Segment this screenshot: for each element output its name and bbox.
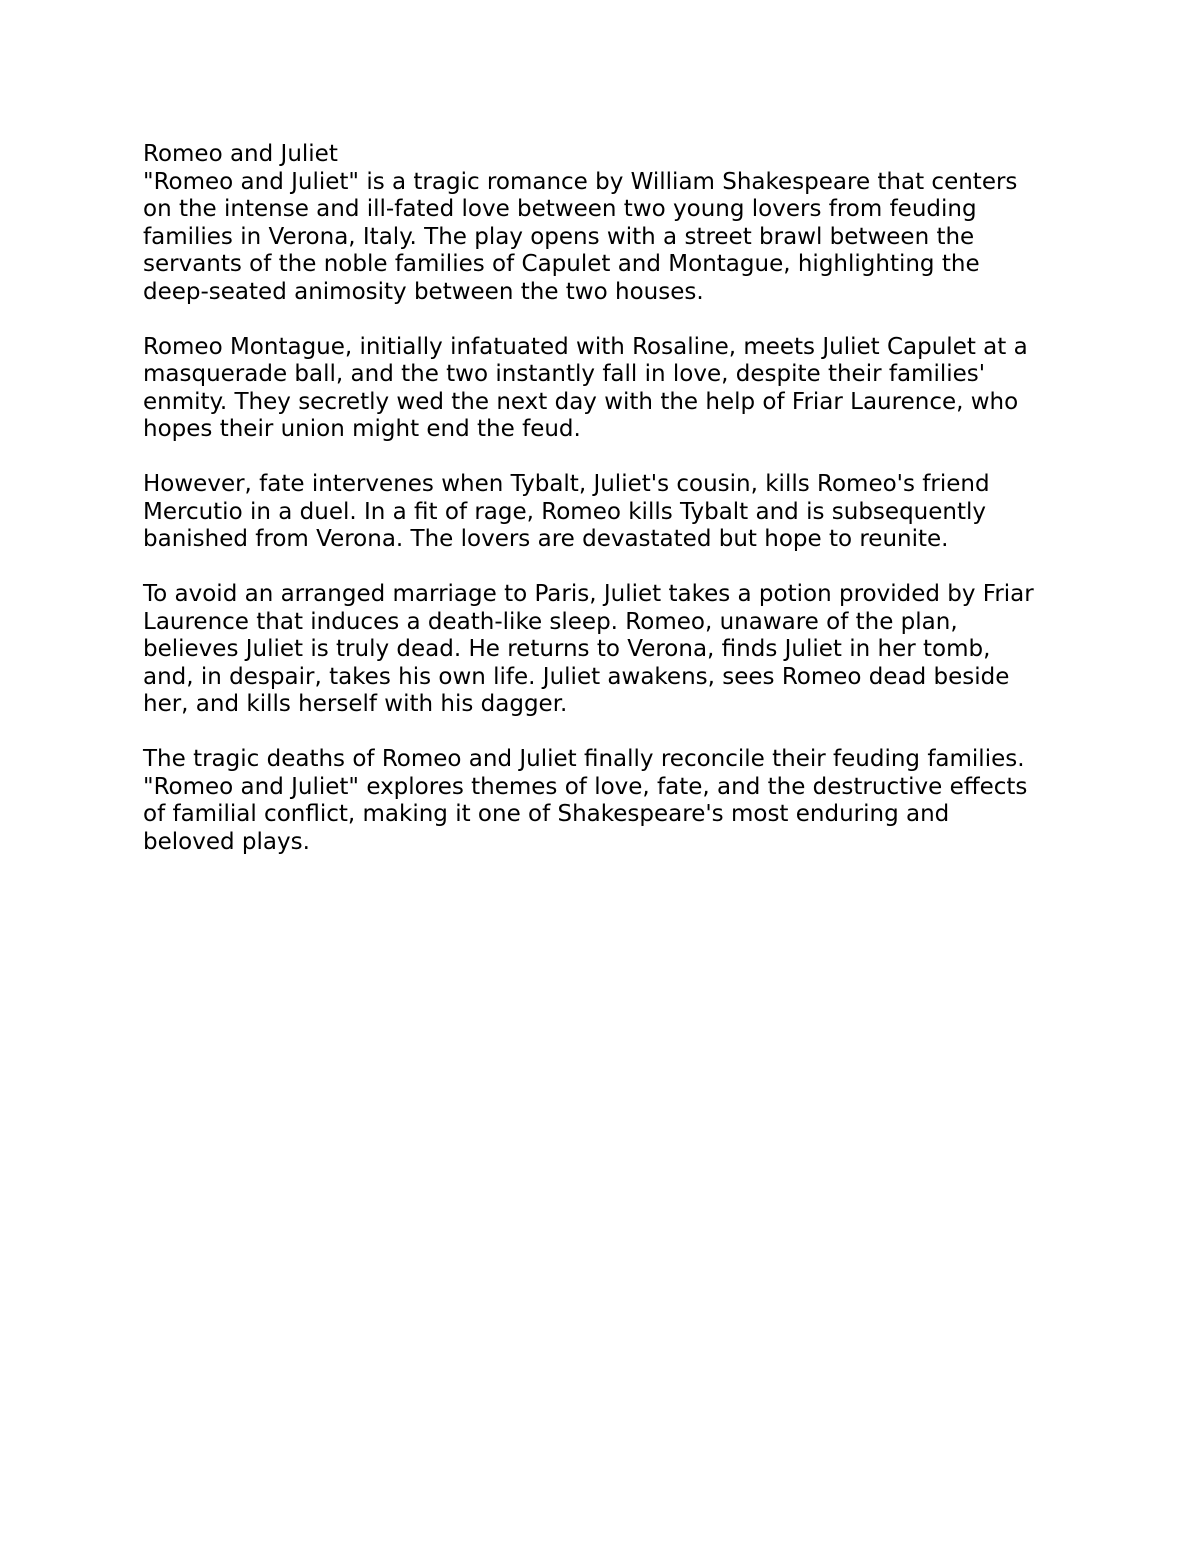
text-line: The tragic deaths of Romeo and Juliet finally reconcile their feuding families. — [143, 746, 1025, 772]
text-line: on the intense and ill-fated love between two young lovers from feuding — [143, 196, 977, 222]
text-line: deep-seated animosity between the two houses. — [143, 278, 704, 305]
text-line: "Romeo and Juliet" is a tragic romance by William Shakespeare that centers — [143, 168, 1018, 195]
text-line: However, fate intervenes when Tybalt, Juliet's cousin, kills Romeo's friend — [143, 471, 990, 497]
text-line: and, in despair, takes his own life. Juliet awakens, sees Romeo dead beside — [143, 663, 1010, 690]
paragraph-1 — [143, 169, 1073, 307]
paragraph-gap — [143, 306, 1073, 334]
text-line: Laurence that induces a death-like sleep. Romeo, unaware of the plan, — [143, 608, 958, 635]
text-line: Romeo Montague, initially infatuated with Rosaline, meets Juliet Capulet at a — [143, 333, 1028, 360]
paragraph-3 — [143, 471, 1073, 554]
text-line: of familial conflict, making it one of Shakespeare's most enduring and — [143, 801, 950, 827]
text-line: enmity. They secretly wed the next day with the help of Friar Laurence, who — [143, 388, 1019, 415]
paragraph-gap — [143, 444, 1073, 472]
text-line: banished from Verona. The lovers are devastated but hope to reunite. — [143, 526, 949, 552]
text-line: Mercutio in a duel. In a fit of rage, Romeo kills Tybalt and is subsequently — [143, 498, 986, 525]
text-line: beloved plays. — [143, 828, 310, 855]
paragraph-5 — [143, 746, 1073, 856]
text-line: masquerade ball, and the two instantly fall in love, despite their families' — [143, 361, 986, 387]
paragraph-2 — [143, 334, 1073, 444]
text-line: servants of the noble families of Capulet and Montague, highlighting the — [143, 251, 980, 277]
document-body — [143, 141, 1073, 856]
text-line: "Romeo and Juliet" explores themes of love, fate, and the destructive effects — [143, 773, 1028, 800]
text-line: her, and kills herself with his dagger. — [143, 691, 568, 717]
text-line: To avoid an arranged marriage to Paris, Juliet takes a potion provided by Friar — [143, 581, 1034, 607]
document-title: Romeo and Juliet — [143, 141, 338, 167]
paragraph-4 — [143, 581, 1073, 719]
text-line: families in Verona, Italy. The play opens with a street brawl between the — [143, 223, 975, 250]
text-line: believes Juliet is truly dead. He returns to Verona, finds Juliet in her tomb, — [143, 636, 991, 662]
paragraph-gap — [143, 554, 1073, 582]
text-line: hopes their union might end the feud. — [143, 416, 581, 442]
paragraph-gap — [143, 719, 1073, 747]
